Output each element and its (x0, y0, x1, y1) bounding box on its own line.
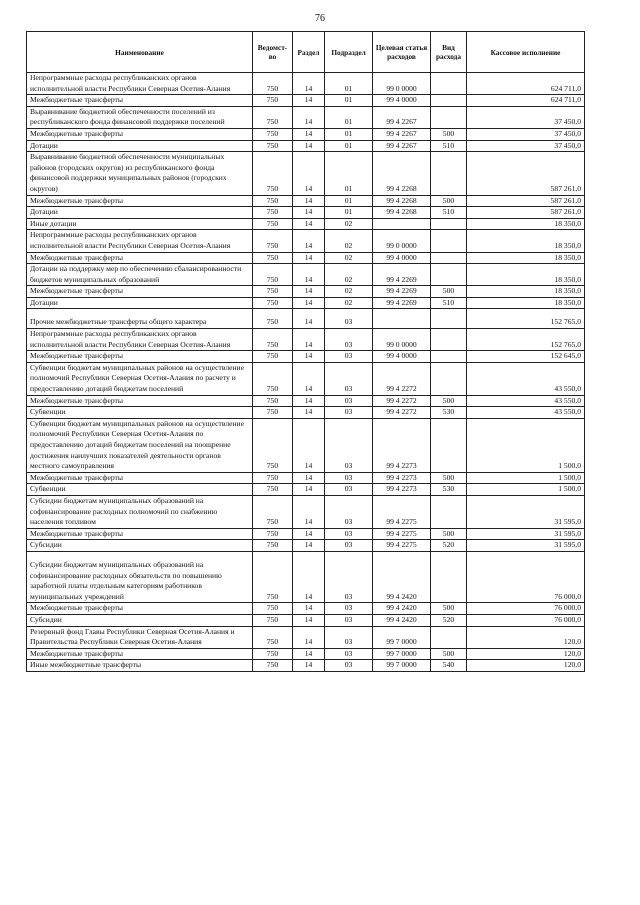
row-vedomstvo: 750 (253, 351, 293, 363)
row-vid: 500 (431, 195, 467, 207)
row-kassa: 76 000,0 (467, 551, 585, 602)
row-razdel: 14 (293, 264, 325, 286)
row-razdel: 14 (293, 95, 325, 107)
row-target: 99 4 2268 (373, 207, 431, 219)
table-row (27, 264, 585, 286)
row-name: Субвенции бюджетам муниципальных районов на осуществление полномочий Республики Северная Осетия-Алания по предоставлению дотаций бюджетам поселений на поощрение достижения наилучших показателей деятельности органов местного самоуправления (27, 418, 253, 472)
row-razdel: 14 (293, 362, 325, 395)
row-name: Субсидии (27, 614, 253, 626)
row-kassa: 43 550,0 (467, 407, 585, 419)
row-kassa: 37 450,0 (467, 128, 585, 140)
row-podrazdel: 01 (325, 207, 373, 219)
row-kassa: 31 595,0 (467, 495, 585, 528)
row-target: 99 4 2269 (373, 297, 431, 309)
row-vid: 500 (431, 128, 467, 140)
row-vid (431, 329, 467, 351)
row-podrazdel: 03 (325, 551, 373, 602)
row-kassa: 152 645,0 (467, 351, 585, 363)
row-razdel: 14 (293, 626, 325, 648)
row-podrazdel: 01 (325, 106, 373, 128)
row-podrazdel: 03 (325, 495, 373, 528)
row-target (373, 218, 431, 230)
row-podrazdel: 02 (325, 230, 373, 252)
row-vid (431, 106, 467, 128)
row-name: Резервный фонд Главы Республики Северная Осетия-Алания и Правительства Республики Северная Осетия-Алания (27, 626, 253, 648)
row-vedomstvo: 750 (253, 152, 293, 195)
row-vedomstvo: 750 (253, 329, 293, 351)
row-kassa: 31 595,0 (467, 540, 585, 552)
row-target: 99 7 0000 (373, 660, 431, 672)
row-name: Иные межбюджетные трансферты (27, 660, 253, 672)
page-number: 76 (315, 13, 325, 24)
row-vid (431, 73, 467, 95)
row-target: 99 7 0000 (373, 626, 431, 648)
row-podrazdel: 03 (325, 614, 373, 626)
row-kassa: 18 350,0 (467, 218, 585, 230)
table-row (27, 528, 585, 540)
row-target: 99 4 2272 (373, 395, 431, 407)
row-podrazdel: 03 (325, 528, 373, 540)
row-target: 99 4 0000 (373, 351, 431, 363)
row-target: 99 7 0000 (373, 648, 431, 660)
table-row (27, 484, 585, 496)
row-target: 99 4 2272 (373, 362, 431, 395)
row-podrazdel: 03 (325, 484, 373, 496)
row-target: 99 4 2275 (373, 495, 431, 528)
row-podrazdel: 03 (325, 362, 373, 395)
row-vid (431, 252, 467, 264)
table-row (27, 472, 585, 484)
row-name: Субсидии бюджетам муниципальных образований на софинансирование расходных полномочий по снабжению населения топливом (27, 495, 253, 528)
row-podrazdel: 01 (325, 128, 373, 140)
row-podrazdel: 03 (325, 418, 373, 472)
table-row (27, 230, 585, 252)
row-name: Межбюджетные трансферты (27, 528, 253, 540)
row-vid: 500 (431, 395, 467, 407)
row-razdel: 14 (293, 551, 325, 602)
row-name: Межбюджетные трансферты (27, 286, 253, 298)
row-vid (431, 626, 467, 648)
row-razdel: 14 (293, 230, 325, 252)
row-razdel: 14 (293, 128, 325, 140)
table-row (27, 551, 585, 602)
row-razdel: 14 (293, 495, 325, 528)
row-vedomstvo: 750 (253, 286, 293, 298)
row-podrazdel: 02 (325, 297, 373, 309)
row-vid (431, 309, 467, 329)
row-target (373, 309, 431, 329)
table-row (27, 309, 585, 329)
row-vid: 500 (431, 472, 467, 484)
row-vid: 510 (431, 297, 467, 309)
row-razdel: 14 (293, 106, 325, 128)
row-razdel: 14 (293, 152, 325, 195)
row-podrazdel: 03 (325, 603, 373, 615)
row-razdel: 14 (293, 73, 325, 95)
row-razdel: 14 (293, 207, 325, 219)
row-podrazdel: 02 (325, 286, 373, 298)
row-target: 99 4 2420 (373, 614, 431, 626)
row-kassa: 76 000,0 (467, 614, 585, 626)
row-target: 99 4 2273 (373, 418, 431, 472)
budget-execution-table (26, 31, 585, 672)
row-vedomstvo: 750 (253, 648, 293, 660)
row-podrazdel: 03 (325, 540, 373, 552)
row-target: 99 4 2267 (373, 140, 431, 152)
row-vid (431, 264, 467, 286)
row-target: 99 4 2268 (373, 152, 431, 195)
row-vedomstvo: 750 (253, 252, 293, 264)
row-target: 99 4 2267 (373, 106, 431, 128)
row-name: Межбюджетные трансферты (27, 252, 253, 264)
row-target: 99 4 2268 (373, 195, 431, 207)
row-podrazdel: 03 (325, 309, 373, 329)
row-kassa: 1 500,0 (467, 472, 585, 484)
row-target: 99 4 2267 (373, 128, 431, 140)
row-target: 99 0 0000 (373, 73, 431, 95)
row-vid: 500 (431, 528, 467, 540)
row-vedomstvo: 750 (253, 362, 293, 395)
row-vedomstvo: 750 (253, 95, 293, 107)
row-name: Дотации (27, 297, 253, 309)
row-vedomstvo: 750 (253, 73, 293, 95)
row-vid (431, 218, 467, 230)
row-razdel: 14 (293, 472, 325, 484)
row-name: Субвенции бюджетам муниципальных районов на осуществление полномочий Республики Северная Осетия-Алания по расчету и предоставлению дотаций бюджетам поселений (27, 362, 253, 395)
row-vedomstvo: 750 (253, 218, 293, 230)
row-vedomstvo: 750 (253, 195, 293, 207)
row-razdel: 14 (293, 660, 325, 672)
header-name: Наименование (27, 32, 253, 73)
row-name: Непрограммные расходы республиканских органов исполнительной власти Республики Северная Осетия-Алания (27, 329, 253, 351)
header-kassa: Кассовое исполнение (467, 32, 585, 73)
row-vedomstvo: 750 (253, 106, 293, 128)
row-razdel: 14 (293, 484, 325, 496)
table-row (27, 660, 585, 672)
row-kassa: 1 500,0 (467, 418, 585, 472)
row-name: Субвенции (27, 407, 253, 419)
table-row (27, 95, 585, 107)
row-kassa: 18 350,0 (467, 230, 585, 252)
table-row (27, 140, 585, 152)
row-target: 99 4 2273 (373, 484, 431, 496)
table-row (27, 626, 585, 648)
row-vid: 500 (431, 286, 467, 298)
row-razdel: 14 (293, 395, 325, 407)
row-name: Межбюджетные трансферты (27, 395, 253, 407)
row-kassa: 18 350,0 (467, 252, 585, 264)
row-kassa: 624 711,0 (467, 95, 585, 107)
row-vedomstvo: 750 (253, 603, 293, 615)
row-target: 99 4 0000 (373, 252, 431, 264)
row-vid (431, 152, 467, 195)
row-kassa: 1 500,0 (467, 484, 585, 496)
row-podrazdel: 01 (325, 152, 373, 195)
row-kassa: 152 765,0 (467, 309, 585, 329)
row-vid: 500 (431, 648, 467, 660)
row-name: Дотации (27, 207, 253, 219)
row-name: Межбюджетные трансферты (27, 195, 253, 207)
header-target: Целевая статья расходов (373, 32, 431, 73)
row-kassa: 587 261,0 (467, 152, 585, 195)
row-podrazdel: 02 (325, 264, 373, 286)
row-kassa: 43 550,0 (467, 395, 585, 407)
row-vedomstvo: 750 (253, 128, 293, 140)
row-kassa: 587 261,0 (467, 207, 585, 219)
row-name: Непрограммные расходы республиканских органов исполнительной власти Республики Северная Осетия-Алания (27, 230, 253, 252)
row-razdel: 14 (293, 603, 325, 615)
header-vid: Вид расхода (431, 32, 467, 73)
row-podrazdel: 02 (325, 252, 373, 264)
row-vedomstvo: 750 (253, 660, 293, 672)
row-target: 99 4 2275 (373, 540, 431, 552)
header-podrazdel: Подраздел (325, 32, 373, 73)
table-row (27, 329, 585, 351)
row-vid (431, 351, 467, 363)
table-row (27, 286, 585, 298)
row-name: Дотации на поддержку мер по обеспечению сбалансированности бюджетов муниципальных образований (27, 264, 253, 286)
row-name: Дотации (27, 140, 253, 152)
row-kassa: 587 261,0 (467, 195, 585, 207)
row-vid: 520 (431, 614, 467, 626)
row-podrazdel: 03 (325, 648, 373, 660)
row-vid (431, 418, 467, 472)
row-vedomstvo: 750 (253, 140, 293, 152)
row-vedomstvo: 750 (253, 495, 293, 528)
row-vid: 510 (431, 207, 467, 219)
row-vedomstvo: 750 (253, 540, 293, 552)
row-kassa: 37 450,0 (467, 140, 585, 152)
row-vid: 510 (431, 140, 467, 152)
row-vid: 530 (431, 484, 467, 496)
row-podrazdel: 03 (325, 395, 373, 407)
table-row (27, 603, 585, 615)
row-vedomstvo: 750 (253, 551, 293, 602)
row-name: Межбюджетные трансферты (27, 351, 253, 363)
header-vedomstvo: Ведомст-во (253, 32, 293, 73)
row-name: Прочие межбюджетные трансферты общего характера (27, 309, 253, 329)
row-kassa: 18 350,0 (467, 286, 585, 298)
row-vid (431, 362, 467, 395)
row-razdel: 14 (293, 297, 325, 309)
table-row (27, 495, 585, 528)
table-row (27, 207, 585, 219)
row-name: Субсидии (27, 540, 253, 552)
row-kassa: 43 550,0 (467, 362, 585, 395)
table-row (27, 152, 585, 195)
row-vedomstvo: 750 (253, 614, 293, 626)
row-podrazdel: 03 (325, 351, 373, 363)
row-target: 99 0 0000 (373, 329, 431, 351)
row-podrazdel: 03 (325, 660, 373, 672)
row-target: 99 0 0000 (373, 230, 431, 252)
row-podrazdel: 01 (325, 140, 373, 152)
row-name: Выравнивание бюджетной обеспеченности муниципальных районов (городских округов) из республиканского фонда финансовой поддержки муниципальных районов (городских округов) (27, 152, 253, 195)
row-name: Субвенции (27, 484, 253, 496)
row-target: 99 4 2275 (373, 528, 431, 540)
row-kassa: 18 350,0 (467, 264, 585, 286)
row-razdel: 14 (293, 252, 325, 264)
table-header-row (27, 32, 585, 73)
row-target: 99 4 2420 (373, 603, 431, 615)
row-kassa: 152 765,0 (467, 329, 585, 351)
row-name: Субсидии бюджетам муниципальных образований на софинансирование расходных обязательств по повышению заработной платы отдельным категориям работников муниципальных учреждений (27, 551, 253, 602)
row-vid: 520 (431, 540, 467, 552)
row-name: Межбюджетные трансферты (27, 648, 253, 660)
row-vid: 540 (431, 660, 467, 672)
row-kassa: 18 350,0 (467, 297, 585, 309)
table-row (27, 614, 585, 626)
row-vid: 530 (431, 407, 467, 419)
row-target: 99 4 2420 (373, 551, 431, 602)
row-razdel: 14 (293, 140, 325, 152)
row-vedomstvo: 750 (253, 528, 293, 540)
row-kassa: 120,0 (467, 626, 585, 648)
row-podrazdel: 03 (325, 626, 373, 648)
row-kassa: 37 450,0 (467, 106, 585, 128)
table-row (27, 418, 585, 472)
table-row (27, 362, 585, 395)
row-target: 99 4 2273 (373, 472, 431, 484)
row-target: 99 4 2272 (373, 407, 431, 419)
row-vid (431, 551, 467, 602)
row-name: Межбюджетные трансферты (27, 95, 253, 107)
row-vedomstvo: 750 (253, 309, 293, 329)
table-row (27, 540, 585, 552)
row-razdel: 14 (293, 329, 325, 351)
row-kassa: 120,0 (467, 660, 585, 672)
row-vid (431, 230, 467, 252)
row-vid (431, 495, 467, 528)
row-name: Межбюджетные трансферты (27, 472, 253, 484)
row-razdel: 14 (293, 528, 325, 540)
row-razdel: 14 (293, 418, 325, 472)
row-target: 99 4 2269 (373, 286, 431, 298)
row-kassa: 624 711,0 (467, 73, 585, 95)
row-vedomstvo: 750 (253, 230, 293, 252)
table-row (27, 252, 585, 264)
row-kassa: 76 000,0 (467, 603, 585, 615)
row-razdel: 14 (293, 351, 325, 363)
row-name: Выравнивание бюджетной обеспеченности поселений из республиканского фонда финансовой поддержки поселений (27, 106, 253, 128)
row-vedomstvo: 750 (253, 207, 293, 219)
row-vedomstvo: 750 (253, 395, 293, 407)
row-vedomstvo: 750 (253, 264, 293, 286)
row-podrazdel: 03 (325, 407, 373, 419)
row-vedomstvo: 750 (253, 297, 293, 309)
table-row (27, 297, 585, 309)
row-target: 99 4 0000 (373, 95, 431, 107)
table-row (27, 395, 585, 407)
row-vedomstvo: 750 (253, 626, 293, 648)
row-razdel: 14 (293, 648, 325, 660)
table-row (27, 106, 585, 128)
header-razdel: Раздел (293, 32, 325, 73)
row-razdel: 14 (293, 614, 325, 626)
row-vedomstvo: 750 (253, 484, 293, 496)
row-name: Межбюджетные трансферты (27, 128, 253, 140)
table-row (27, 218, 585, 230)
row-vedomstvo: 750 (253, 472, 293, 484)
row-podrazdel: 03 (325, 472, 373, 484)
row-vedomstvo: 750 (253, 407, 293, 419)
row-name: Непрограммные расходы республиканских органов исполнительной власти Республики Северная Осетия-Алания (27, 73, 253, 95)
row-razdel: 14 (293, 407, 325, 419)
row-name: Иные дотации (27, 218, 253, 230)
row-podrazdel: 01 (325, 195, 373, 207)
row-razdel: 14 (293, 218, 325, 230)
table-row (27, 195, 585, 207)
table-row (27, 128, 585, 140)
table-row (27, 407, 585, 419)
row-vid (431, 95, 467, 107)
row-podrazdel: 01 (325, 73, 373, 95)
table-row (27, 351, 585, 363)
row-kassa: 120,0 (467, 648, 585, 660)
row-razdel: 14 (293, 309, 325, 329)
row-podrazdel: 01 (325, 95, 373, 107)
row-podrazdel: 03 (325, 329, 373, 351)
row-vedomstvo: 750 (253, 418, 293, 472)
row-podrazdel: 02 (325, 218, 373, 230)
row-kassa: 31 595,0 (467, 528, 585, 540)
row-razdel: 14 (293, 286, 325, 298)
row-vid: 500 (431, 603, 467, 615)
row-razdel: 14 (293, 540, 325, 552)
row-target: 99 4 2269 (373, 264, 431, 286)
row-name: Межбюджетные трансферты (27, 603, 253, 615)
table-row (27, 648, 585, 660)
table-row (27, 73, 585, 95)
row-razdel: 14 (293, 195, 325, 207)
